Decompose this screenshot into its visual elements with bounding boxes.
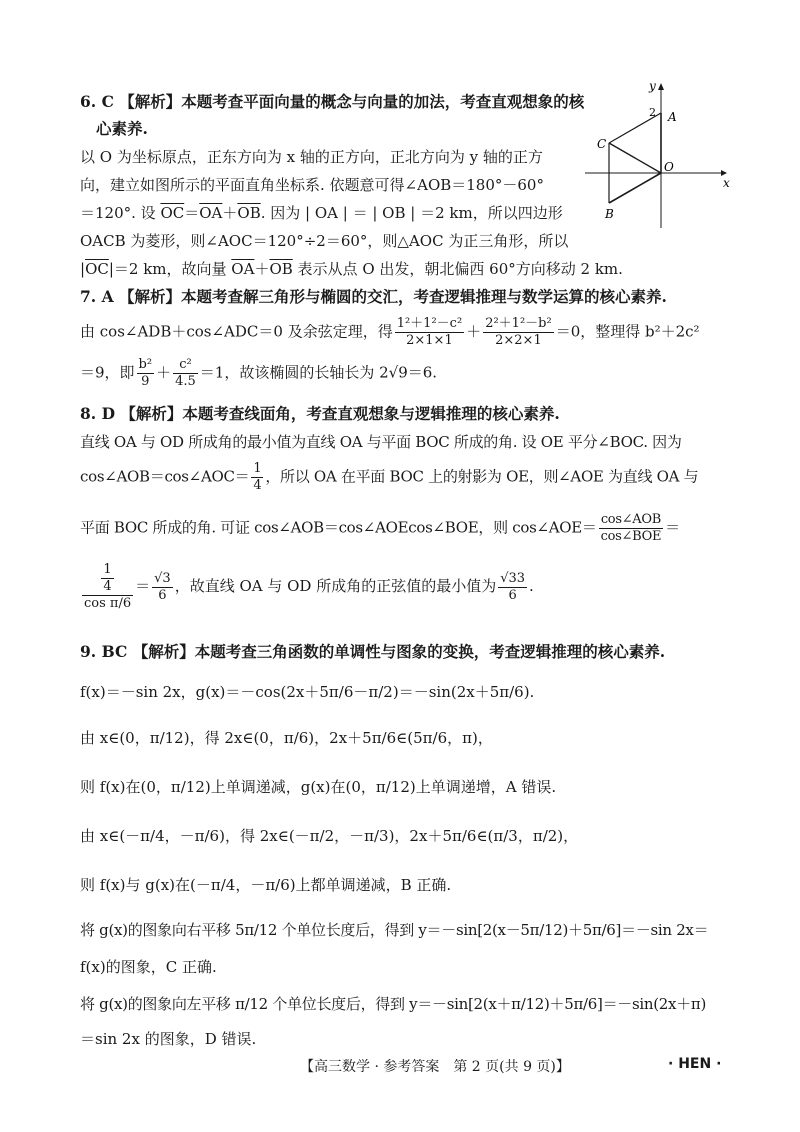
q8-heading: 8. D 【解析】本题考查线面角，考查直观想象与逻辑推理的核心素养. bbox=[80, 404, 560, 423]
q8-line1: 直线 OA 与 OD 所成角的最小值为直线 OA 与平面 BOC 所成的角. 设 OE 平分∠BOC. 因为 bbox=[80, 433, 682, 451]
y-axis-arrow bbox=[658, 83, 664, 90]
q6-heading: 6. C 【解析】本题考查平面向量的概念与向量的加法，考查直观想象的核 bbox=[80, 92, 585, 111]
fraction: $\frac{\text{1²＋1²－c²}}{2\times 1\times 1}$ bbox=[396, 316, 463, 348]
q6-line2: 向，建立如图所示的平面直角坐标系. 依题意可得∠AOB＝180°－60° bbox=[80, 176, 544, 194]
compound-fraction: $\frac{\frac{1}{4}}{\text{cos π/6}}$ bbox=[84, 562, 132, 611]
label-b: B bbox=[605, 207, 614, 221]
q9-line1: f(x)＝－sin 2x，g(x)＝－cos(2x＋5π/6－π/2)＝－sin(2x＋5π/6). bbox=[80, 683, 535, 701]
q8-line2: cos∠AOB＝cos∠AOC＝ $\frac{1}{4}$ ，所以 OA 在平面 BOC 上的射影为 OE，则∠AOE 为直线 OA 与 bbox=[80, 461, 699, 493]
page-footer: 【高三数学 · 参考答案 第 2 页(共 9 页)】 bbox=[300, 1059, 570, 1075]
fraction: $\frac{\text{cos∠AOB}}{\text{cos∠BOE}}$ bbox=[600, 512, 662, 544]
label-a: A bbox=[668, 110, 677, 124]
q8-line4: $\frac{\frac{1}{4}}{\text{cos π/6}}$ ＝ $\frac{√3}{6}$ ，故直线 OA 与 OD 所成角的正弦值的最小值为 $\frac{√33}{6}$ . bbox=[84, 562, 534, 611]
fraction: $\frac{\text{c²}}{4.5}$ bbox=[175, 357, 196, 389]
label-2: 2 bbox=[649, 106, 656, 119]
q7-line2: ＝9，即 $\frac{\text{b²}}{9}$ ＋ $\frac{\text{c²}}{4.5}$ ＝1，故该椭圆的长轴长为 2√9＝6. bbox=[80, 357, 438, 389]
q9-line2: 由 x∈(0，π/12)，得 2x∈(0，π/6)，2x＋5π/6∈(5π/6，π)， bbox=[80, 729, 493, 747]
q9-line3: 则 f(x)在(0，π/12)上单调递减，g(x)在(0，π/12)上单调递增，A 错误. bbox=[80, 778, 557, 796]
vector-oc: $\overline{OC}$ bbox=[160, 204, 185, 222]
label-c: C bbox=[597, 137, 607, 151]
q9-line8: 将 g(x)的图象向左平移 π/12 个单位长度后，得到 y＝－sin[2(x＋π/12)＋5π/6]＝－sin(2x＋π) bbox=[80, 995, 707, 1013]
q6-line5: $|\overline{OC}|=2$ km，故向量 $\overline{OA}+\overline{OB}$ 表示从点 O 出发，朝北偏西 60°方向移动 2 km. bbox=[80, 260, 623, 278]
q9-line9: ＝sin 2x 的图象，D 错误. bbox=[80, 1030, 257, 1048]
paper-code: · HEN · bbox=[668, 1056, 722, 1072]
fraction: $\frac{\text{2²＋1²－b²}}{2\times 2\times 1}$ bbox=[485, 316, 552, 348]
q9-heading: 9. BC 【解析】本题考查三角函数的单调性与图象的变换，考查逻辑推理的核心素养. bbox=[80, 642, 666, 661]
q8-line3: 平面 BOC 所成的角. 可证 cos∠AOB＝cos∠AOEcos∠BOE，则 cos∠AOE＝ $\frac{\text{cos∠AOB}}{\text{cos∠BOE}}$ ＝ bbox=[80, 512, 680, 544]
q9-line5: 则 f(x)与 g(x)在(－π/4，－π/6)上都单调递减，B 正确. bbox=[80, 876, 452, 894]
q6-heading-cont: 心素养. bbox=[96, 119, 148, 138]
q9-line4: 由 x∈(－π/4，－π/6)，得 2x∈(－π/2，－π/3)，2x＋5π/6∈(π/3，π/2)， bbox=[80, 827, 579, 845]
segment-ob bbox=[609, 173, 661, 203]
label-o: O bbox=[664, 160, 674, 174]
q9-line7: f(x)的图象，C 正确. bbox=[80, 958, 217, 976]
q6-coordinate-figure bbox=[585, 78, 735, 228]
label-x: x bbox=[723, 176, 730, 190]
q6-line1: 以 O 为坐标原点，正东方向为 x 轴的正方向，正北方向为 y 轴的正方 bbox=[80, 148, 543, 166]
q9-line6: 将 g(x)的图象向右平移 5π/12 个单位长度后，得到 y＝－sin[2(x－5π/12)＋5π/6]＝－sin 2x＝ bbox=[80, 921, 709, 939]
fraction: $\frac{\text{b²}}{9}$ bbox=[138, 357, 153, 389]
q7-heading: 7. A 【解析】本题考查解三角形与椭圆的交汇，考查逻辑推理与数学运算的核心素养. bbox=[80, 287, 667, 306]
fraction: $\frac{√33}{6}$ bbox=[500, 570, 526, 603]
q7-line1: 由 cos∠ADB＋cos∠ADC＝0 及余弦定理，得 $\frac{\text{1²＋1²－c²}}{2\times 1\times 1}$ ＋ $\frac{\text{2²＋1²－b²}}{2\times 2\times 1}$ ＝0，整理得 b²＋2c² bbox=[80, 316, 700, 348]
vector-ob: $\overline{OB}$ bbox=[237, 204, 261, 222]
fraction: $\frac{1}{4}$ bbox=[253, 461, 262, 493]
q6-line4: OACB 为菱形，则∠AOC＝120°÷2＝60°，则△AOC 为正三角形，所以 bbox=[80, 232, 569, 250]
label-y: y bbox=[649, 79, 656, 93]
segment-oc bbox=[609, 143, 661, 173]
q6-line3: ＝120°. 设 $\overline{OC}=\overline{OA}+\overline{OB}$. 因为 | OA | ＝ | OB | ＝2 km，所以四边形 bbox=[80, 204, 563, 222]
vector-oa: $\overline{OA}$ bbox=[199, 204, 223, 222]
fraction: $\frac{√3}{6}$ bbox=[154, 570, 171, 603]
